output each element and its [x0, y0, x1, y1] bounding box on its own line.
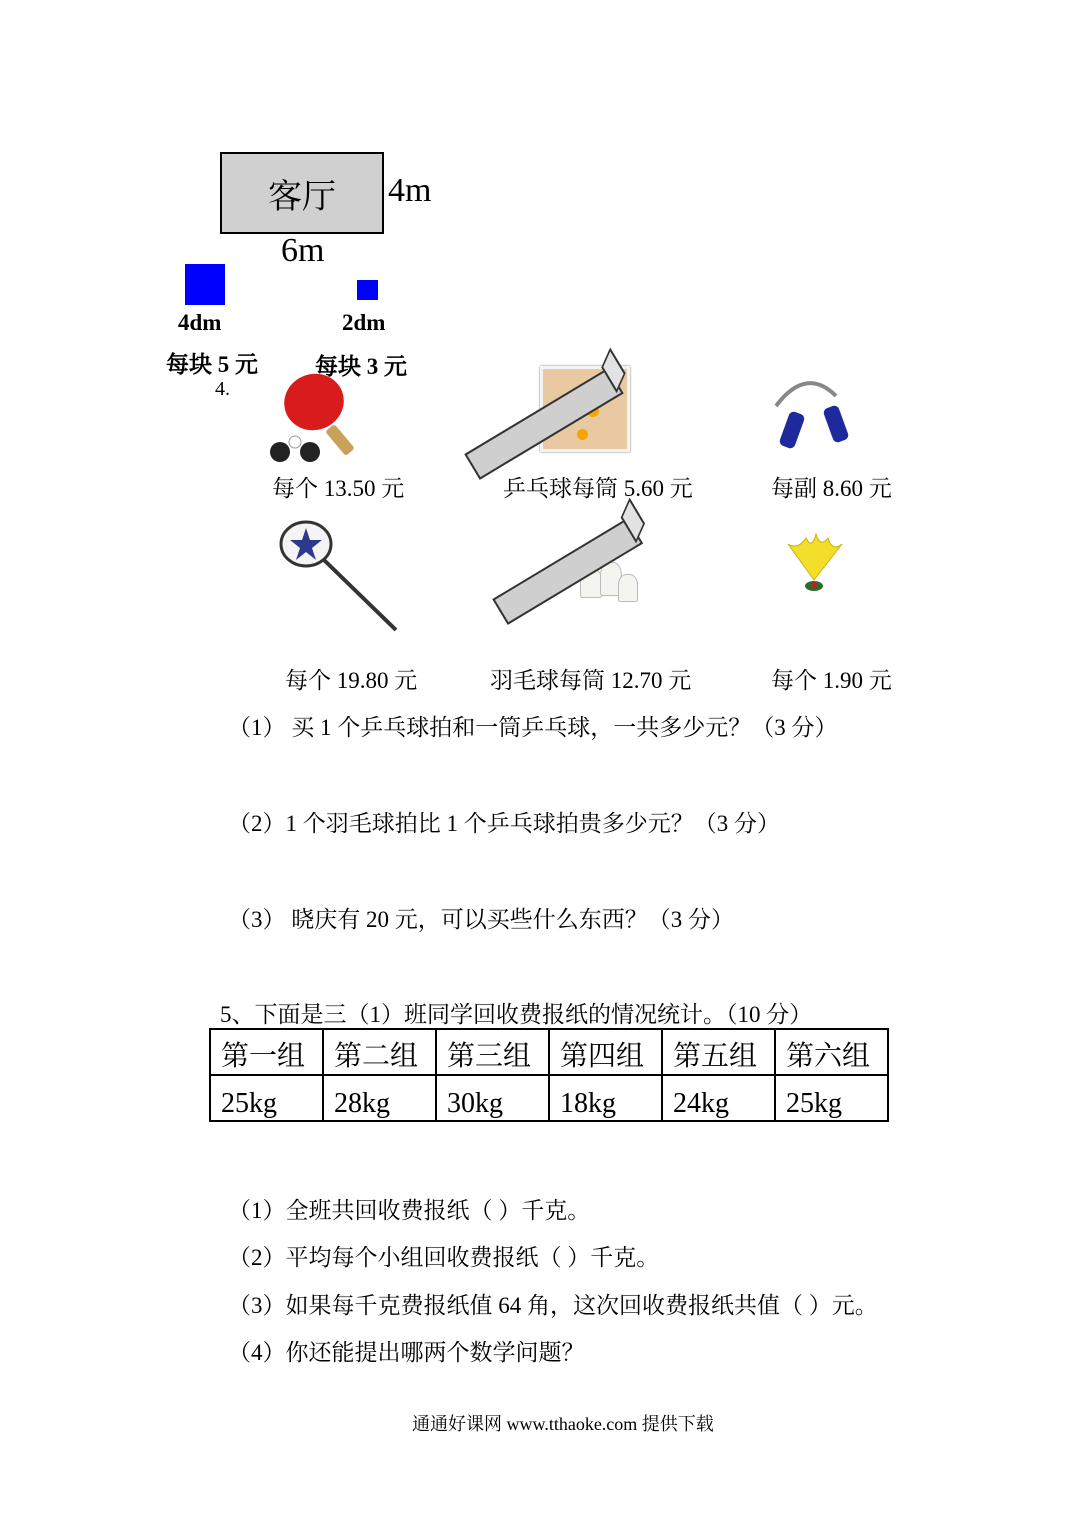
table-cell: 25kg — [210, 1075, 323, 1121]
tile-large-square — [185, 264, 225, 305]
feather-shuttlecock-price: 每个 1.90 元 — [771, 668, 892, 693]
feather-shuttlecock-icon — [776, 530, 852, 596]
q5-question-4: （4）你还能提出哪两个数学问题？ — [228, 1340, 585, 1365]
q5-question-3: （3）如果每千克费报纸值 64 角，这次回收费报纸共值（ ）元。 — [228, 1293, 878, 1318]
table-header-cell: 第六组 — [775, 1029, 888, 1075]
table-header-cell: 第二组 — [323, 1029, 436, 1075]
table-header-cell: 第一组 — [210, 1029, 323, 1075]
paddle-price: 每个 13.50 元 — [272, 476, 405, 501]
tile-small-price: 每块 3 元 — [315, 354, 407, 379]
shuttlecock-tube-price: 羽毛球每筒 12.70 元 — [490, 668, 692, 693]
table-header-cell: 第三组 — [436, 1029, 549, 1075]
ping-pong-tube-price: 乒乓球每筒 5.60 元 — [503, 476, 693, 501]
q4-question-1: （1） 买 1 个乒乓球拍和一筒乒乓球，一共多少元？（3 分） — [228, 715, 838, 740]
room-width-label: 6m — [281, 232, 325, 269]
q5-question-2: （2）平均每个小组回收费报纸（ ）千克。 — [228, 1245, 660, 1270]
table-cell: 24kg — [662, 1075, 775, 1121]
question-4-number: 4. — [215, 378, 230, 400]
table-cell: 30kg — [436, 1075, 549, 1121]
tile-large-size: 4dm — [178, 310, 222, 335]
badminton-racket-icon — [276, 518, 404, 636]
room-label: 客厅 — [268, 178, 336, 216]
q4-question-3: （3） 晓庆有 20 元，可以买些什么东西？（3 分） — [228, 907, 734, 932]
table-header-cell: 第五组 — [662, 1029, 775, 1075]
table-row — [210, 1075, 888, 1121]
q4-question-2: （2）1 个羽毛球拍比 1 个乒乓球拍贵多少元？（3 分） — [228, 811, 780, 836]
room-height-label: 4m — [388, 172, 432, 209]
tile-large-price: 每块 5 元 — [166, 352, 258, 377]
living-room-rectangle — [220, 152, 384, 234]
table-cell: 25kg — [775, 1075, 888, 1121]
jump-rope-price: 每副 8.60 元 — [771, 476, 892, 501]
recycling-table — [209, 1028, 889, 1122]
jump-rope-icon — [766, 376, 858, 450]
table-header-cell: 第四组 — [549, 1029, 662, 1075]
table-cell: 18kg — [549, 1075, 662, 1121]
ping-pong-paddle-icon — [264, 368, 380, 466]
table-header-row — [210, 1029, 888, 1075]
table-cell: 28kg — [323, 1075, 436, 1121]
tile-small-size: 2dm — [342, 310, 386, 335]
page-footer: 通通好课网 www.tthaoke.com 提供下载 — [412, 1414, 714, 1434]
question-5-title: 5、下面是三（1）班同学回收费报纸的情况统计。（10 分） — [220, 1002, 813, 1027]
q5-question-1: （1）全班共回收费报纸（ ）千克。 — [228, 1198, 591, 1223]
tile-small-square — [357, 280, 378, 300]
badminton-racket-price: 每个 19.80 元 — [285, 668, 418, 693]
